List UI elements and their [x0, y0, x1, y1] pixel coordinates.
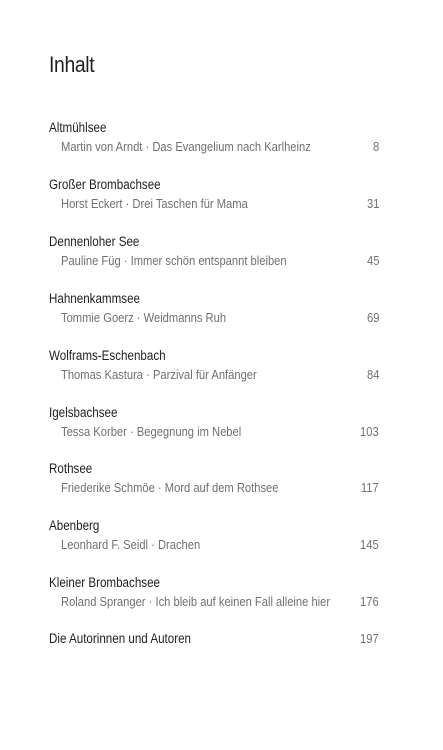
entry-page-number: 8 [372, 139, 379, 154]
entry-page-number: 197 [360, 631, 379, 646]
entry-story: Horst Eckert · Drei Taschen für Mama [61, 196, 248, 211]
toc-entry[interactable] [49, 348, 379, 385]
entry-story: Tommie Goerz · Weidmanns Ruh [61, 310, 227, 325]
toc-entry[interactable] [49, 120, 379, 157]
entry-place: Hahnenkammsee [49, 291, 140, 306]
entry-story: Thomas Kastura · Parzival für Anfänger [61, 367, 257, 382]
entry-page-number: 103 [360, 424, 379, 439]
entry-place: Großer Brombachsee [49, 177, 161, 192]
entry-story: Leonhard F. Seidl · Drachen [61, 537, 201, 552]
entry-story: Martin von Arndt · Das Evangelium nach Karlheinz [61, 139, 311, 154]
entry-place: Dennenloher See [49, 234, 140, 249]
entry-page-number: 84 [366, 367, 379, 382]
entry-place: Wolframs-Eschenbach [49, 348, 166, 363]
toc-entry[interactable] [49, 234, 379, 271]
toc-entry[interactable] [49, 518, 379, 555]
entry-page-number: 117 [361, 480, 379, 495]
entry-page-number: 31 [366, 196, 379, 211]
entry-place: Abenberg [49, 518, 100, 533]
entry-page-number: 145 [360, 537, 379, 552]
toc-entry-authors[interactable] [49, 631, 379, 649]
page-title: Inhalt [49, 52, 95, 77]
entry-place: Igelsbachsee [49, 405, 118, 420]
entry-place: Kleiner Brombachsee [49, 575, 161, 590]
toc-entry[interactable] [49, 575, 379, 612]
entry-story: Pauline Füg · Immer schön entspannt bleiben [61, 253, 287, 268]
toc-entry[interactable] [49, 291, 379, 328]
toc-entry[interactable] [49, 461, 379, 498]
toc-entry[interactable] [49, 177, 379, 214]
authors-label: Die Autorinnen und Autoren [49, 631, 192, 646]
entry-place: Altmühlsee [49, 120, 107, 135]
entry-place: Rothsee [49, 461, 93, 476]
entry-story: Tessa Korber · Begegnung im Nebel [61, 424, 242, 439]
entry-story: Friederike Schmöe · Mord auf dem Rothsee [61, 480, 279, 495]
entry-page-number: 69 [366, 310, 379, 325]
entry-story: Roland Spranger · Ich bleib auf keinen Fall alleine hier [61, 594, 331, 609]
entry-page-number: 45 [366, 253, 379, 268]
toc-entry[interactable] [49, 405, 379, 442]
entry-page-number: 176 [360, 594, 379, 609]
